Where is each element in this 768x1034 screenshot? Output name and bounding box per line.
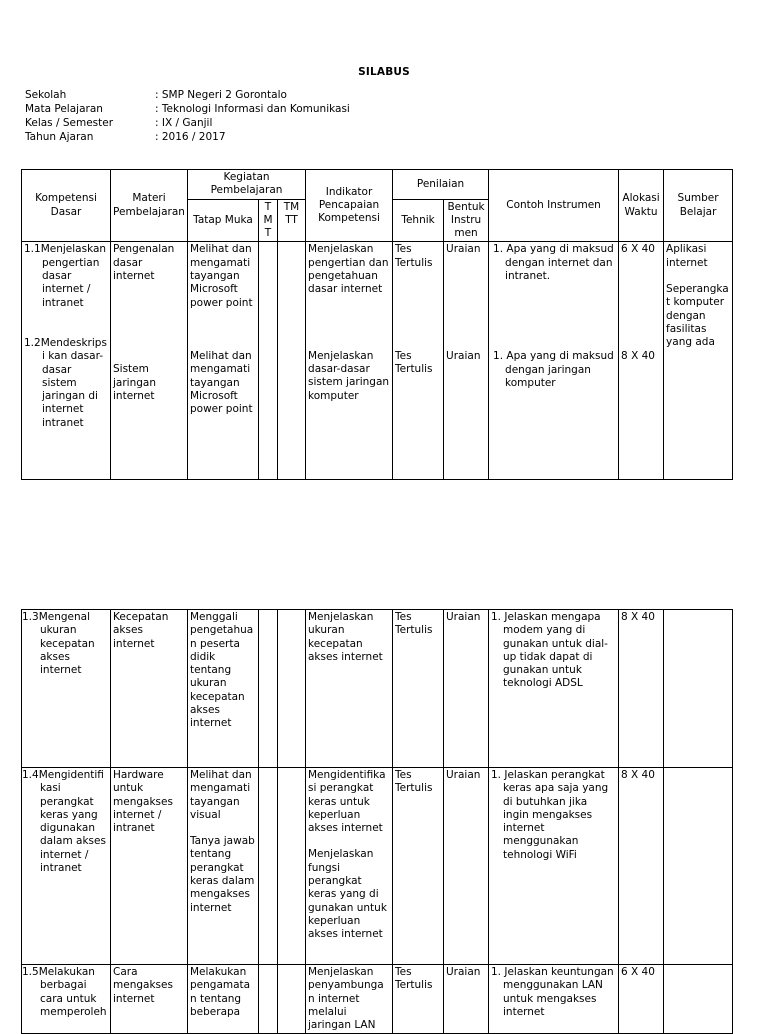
header-tatap-muka: Tatap Muka (188, 199, 259, 242)
indikator-text: Mengidentifikasi perangkat keras untuk keperluan akses internet (308, 769, 386, 835)
table-row (22, 768, 733, 965)
meta-value: : 2016 / 2017 (155, 131, 226, 143)
header-tmt: T M T (259, 199, 278, 242)
bentuk-cell: Uraian (444, 768, 489, 965)
tatap-muka-text: Melihat dan mengamati tayangan Microsoft power point (190, 243, 253, 309)
alokasi-text: 6 X 40 (621, 243, 655, 256)
indikator-cell (306, 768, 393, 965)
indikator-cell (306, 242, 393, 480)
header-indikator: Indikator Pencapaian Kompetensi (306, 170, 393, 242)
document-title: SILABUS (358, 66, 410, 78)
meta-value: : IX / Ganjil (155, 117, 213, 129)
sumber-text: Aplikasi internet (666, 243, 708, 269)
alokasi-cell: 8 X 40 (619, 768, 664, 965)
tatap-muka-text: Tanya jawab tentang perangkat keras dalam mengakses internet (190, 835, 255, 914)
materi-cell: Hardware untuk mengakses internet / intranet (111, 768, 188, 965)
table-row (22, 242, 733, 480)
materi-cell (111, 242, 188, 480)
teknik-text: Tes Tertulis (395, 243, 433, 269)
header-contoh: Contoh Instrumen (489, 170, 619, 242)
indikator-cell: Menjelaskan ukuran kecepatan akses internet (306, 610, 393, 768)
header-materi: Materi Pembelajaran (111, 170, 188, 242)
header-bentuk: Bentuk Instru men (444, 199, 489, 242)
header-kompetensi: Kompetensi Dasar (22, 170, 111, 242)
tatap-muka-cell (188, 242, 259, 480)
teknik-cell (393, 242, 444, 480)
header-sumber: Sumber Belajar (664, 170, 733, 242)
teknik-cell: Tes Tertulis (393, 768, 444, 965)
meta-value: : Teknologi Informasi dan Komunikasi (155, 103, 350, 115)
tatap-muka-text: Melihat dan mengamati tayangan Microsoft power point (190, 349, 253, 416)
meta-value: : SMP Negeri 2 Gorontalo (155, 89, 287, 101)
materi-cell: Cara mengakses internet (111, 965, 188, 1034)
contoh-text: 1. Apa yang di maksud dengan jaringan komputer (493, 350, 614, 389)
meta-label: Kelas / Semester (25, 117, 114, 129)
sumber-cell (664, 242, 733, 480)
contoh-cell: 1. Jelaskan perangkat keras apa saja yang di butuhkan jika ingin mengakses internet menggunakan tehnologi WiFi (489, 768, 619, 965)
alokasi-cell: 6 X 40 (619, 965, 664, 1034)
sumber-cell (664, 610, 733, 768)
bentuk-text: Uraian (446, 349, 481, 362)
syllabus-table-2 (21, 609, 733, 1034)
indikator-text: Menjelaskan pengertian dan pengetahuan dasar internet (308, 243, 389, 296)
tmtt-cell (278, 242, 306, 480)
header-alokasi: Alokasi Waktu (619, 170, 664, 242)
bentuk-text: Uraian (446, 243, 481, 256)
materi-cell: Kecepatan akses internet (111, 610, 188, 768)
meta-label: Mata Pelajaran (25, 103, 103, 115)
contoh-text: 1. Apa yang di maksud dengan internet dan intranet. (493, 243, 614, 283)
indikator-cell: Menjelaskan penyambungan internet melalui jaringan LAN (306, 965, 393, 1034)
kd-cell: 1.4Mengidentifikasi perangkat keras yang digunakan dalam akses internet / intranet (22, 768, 111, 965)
tatap-muka-cell (188, 768, 259, 965)
teknik-text: Tes Tertulis (395, 350, 433, 376)
materi-text: Sistem jaringan internet (113, 363, 156, 402)
teknik-cell: Tes Tertulis (393, 965, 444, 1034)
tatap-muka-text: Melihat dan mengamati tayangan visual (190, 769, 252, 821)
contoh-cell: 1. Jelaskan mengapa modem yang di gunakan untuk dial-up tidak dapat di gunakan untuk teknologi ADSL (489, 610, 619, 768)
indikator-text: Menjelaskan fungsi perangkat keras yang di gunakan untuk keperluan akses internet (308, 848, 387, 941)
tmt-cell (259, 610, 278, 768)
teknik-cell: Tes Tertulis (393, 610, 444, 768)
sumber-text: Seperangkat komputer dengan fasilitas yang ada (666, 283, 729, 349)
kd-cell (22, 242, 111, 480)
kd-cell: 1.5Melakukan berbagai cara untuk memperoleh (22, 965, 111, 1034)
kd-cell: 1.3Mengenal ukuran kecepatan akses internet (22, 610, 111, 768)
tmt-cell (259, 242, 278, 480)
bentuk-cell: Uraian (444, 965, 489, 1034)
sumber-cell (664, 768, 733, 965)
bentuk-cell (444, 242, 489, 480)
tmtt-cell (278, 768, 306, 965)
tmt-cell (259, 768, 278, 965)
tatap-muka-cell: Melakukan pengamatan tentang beberapa (188, 965, 259, 1034)
tmtt-cell (278, 610, 306, 768)
header-penilaian: Penilaian (393, 170, 489, 200)
header-kegiatan: Kegiatan Pembelajaran (188, 170, 306, 200)
header-teknik: Tehnik (393, 199, 444, 242)
contoh-cell (489, 242, 619, 480)
meta-label: Tahun Ajaran (25, 131, 94, 143)
table-row (22, 610, 733, 768)
contoh-cell: 1. Jelaskan keuntungan menggunakan LAN untuk mengakses internet (489, 965, 619, 1034)
alokasi-cell (619, 242, 664, 480)
meta-label: Sekolah (25, 89, 67, 101)
tatap-muka-cell: Menggali pengetahuan peserta didik tentang ukuran kecepatan akses internet (188, 610, 259, 768)
indikator-text: Menjelaskan dasar-dasar sistem jaringan komputer (308, 349, 390, 402)
header-tmtt: TM TT (278, 199, 306, 242)
alokasi-cell: 8 X 40 (619, 610, 664, 768)
kd-text: 1.1Menjelaskan pengertian dasar internet / intranet (24, 243, 107, 309)
alokasi-text: 8 X 40 (621, 349, 655, 362)
materi-text: Pengenalan dasar internet (113, 243, 175, 283)
bentuk-cell: Uraian (444, 610, 489, 768)
syllabus-table-1 (21, 169, 733, 480)
kd-text: 1.2Mendeskripsi kan dasar-dasar sistem jaringan di internet intranet (24, 336, 107, 429)
